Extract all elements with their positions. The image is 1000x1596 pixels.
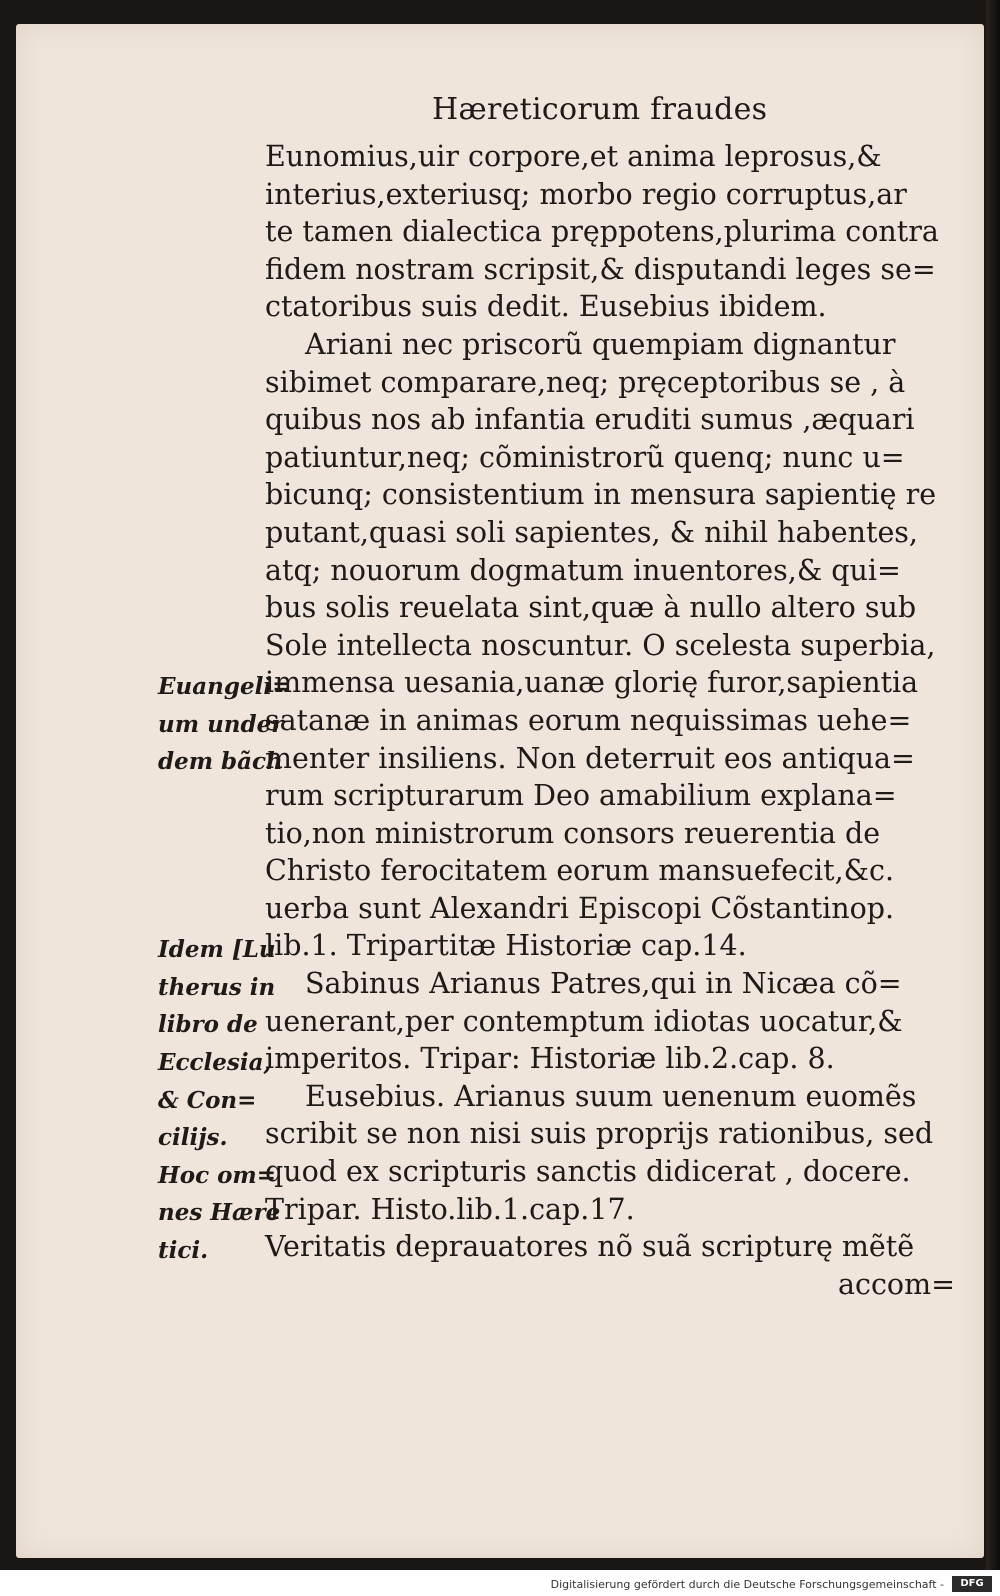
running-head: Hæreticorum fraudes: [432, 92, 768, 127]
marginal-line: [158, 856, 291, 894]
text-line: quibus nos ab infantia eruditi sumus ,æquari: [265, 403, 915, 437]
text-line: ctatoribus suis dedit. Eusebius ibidem.: [265, 290, 827, 324]
text-line: te tamen dialectica pręppotens,plurima contra: [265, 215, 939, 249]
marginal-line: therus in: [158, 973, 276, 1001]
marginal-line: [158, 894, 291, 932]
text-line: immensa uesania,uanæ glorię furor,sapientia: [265, 666, 919, 700]
text-line: Veritatis deprauatores nõ suã scripturę mẽtẽ: [265, 1230, 915, 1264]
text-line: Ariani nec priscorũ quempiam dignantur: [305, 327, 896, 361]
text-line: Sabinus Arianus Patres,qui in Nicæa cõ=: [305, 967, 902, 1001]
text-line: lib.1. Tripartitæ Historiæ cap.14.: [265, 929, 747, 963]
text-line: accom=: [838, 1267, 955, 1301]
text-line: tio,non ministrorum consors reuerentia de: [265, 816, 881, 850]
text-line: scribit se non nisi suis proprijs rationibus, sed: [265, 1117, 934, 1151]
page-edge: [986, 0, 1000, 1570]
marginal-line: Idem [Lu: [158, 936, 276, 964]
text-line: atq; nouorum dogmatum inuentores,& qui=: [265, 553, 901, 587]
marginal-line: & Con=: [158, 1086, 257, 1114]
text-line: Sole intellecta noscuntur. O scelesta superbia,: [265, 628, 936, 662]
text-line: imperitos. Tripar: Historiæ lib.2.cap. 8.: [265, 1042, 835, 1076]
text-line: Tripar. Histo.lib.1.cap.17.: [265, 1192, 635, 1226]
marginal-line: [158, 781, 291, 819]
text-line: menter insiliens. Non deterruit eos antiqua=: [265, 741, 915, 775]
footer-bar: [0, 1574, 1000, 1596]
text-line: bus solis reuelata sint,quæ à nullo altero sub: [265, 591, 917, 625]
text-line: rum scripturarum Deo amabilium explana=: [265, 779, 897, 813]
text-line: uerba sunt Alexandri Episcopi Cõstantinop.: [265, 891, 895, 925]
marginal-line: dem bãch: [158, 748, 283, 776]
text-line: Christo ferocitatem eorum mansuefecit,&c.: [265, 854, 895, 888]
digitization-credit: Digitalisierung gefördert durch die Deutsche Forschungsgemeinschaft -: [550, 1578, 944, 1591]
marginal-line: um under: [158, 710, 284, 738]
marginal-line: Ecclesia,: [158, 1048, 272, 1076]
marginal-line: nes Hære: [158, 1199, 281, 1227]
marginal-line: [158, 818, 291, 856]
text-line: fidem nostram scripsit,& disputandi leges se=: [265, 252, 936, 286]
marginal-line: Hoc om=: [158, 1161, 277, 1189]
text-line: quod ex scripturis sanctis didicerat , docere.: [265, 1155, 911, 1189]
text-line: satanæ in animas eorum nequissimas uehe=: [265, 703, 912, 737]
text-line: patiuntur,neq; cõministrorũ quenq; nunc u=: [265, 440, 905, 474]
text-line: putant,quasi soli sapientes, & nihil habentes,: [265, 515, 918, 549]
marginal-line: cilijs.: [158, 1124, 228, 1152]
marginal-line: libro de: [158, 1011, 258, 1039]
text-line: interius,exteriusq; morbo regio corruptus,ar: [265, 177, 907, 211]
marginal-line: Euangeli=: [158, 673, 292, 700]
marginal-note: [158, 668, 291, 1270]
text-line: Eusebius. Arianus suum uenenum euomẽs: [305, 1079, 917, 1113]
marginal-line: tici.: [158, 1236, 209, 1264]
main-text-block: [265, 138, 955, 1303]
text-line: Eunomius,uir corpore,et anima leprosus,&: [265, 140, 882, 173]
text-line: sibimet comparare,neq; pręceptoribus se , à: [265, 365, 906, 399]
text-line: bicunq; consistentium in mensura sapientię re: [265, 478, 937, 512]
text-line: uenerant,per contemptum idiotas uocatur,&: [265, 1004, 903, 1038]
dfg-logo: DFG: [952, 1576, 992, 1592]
